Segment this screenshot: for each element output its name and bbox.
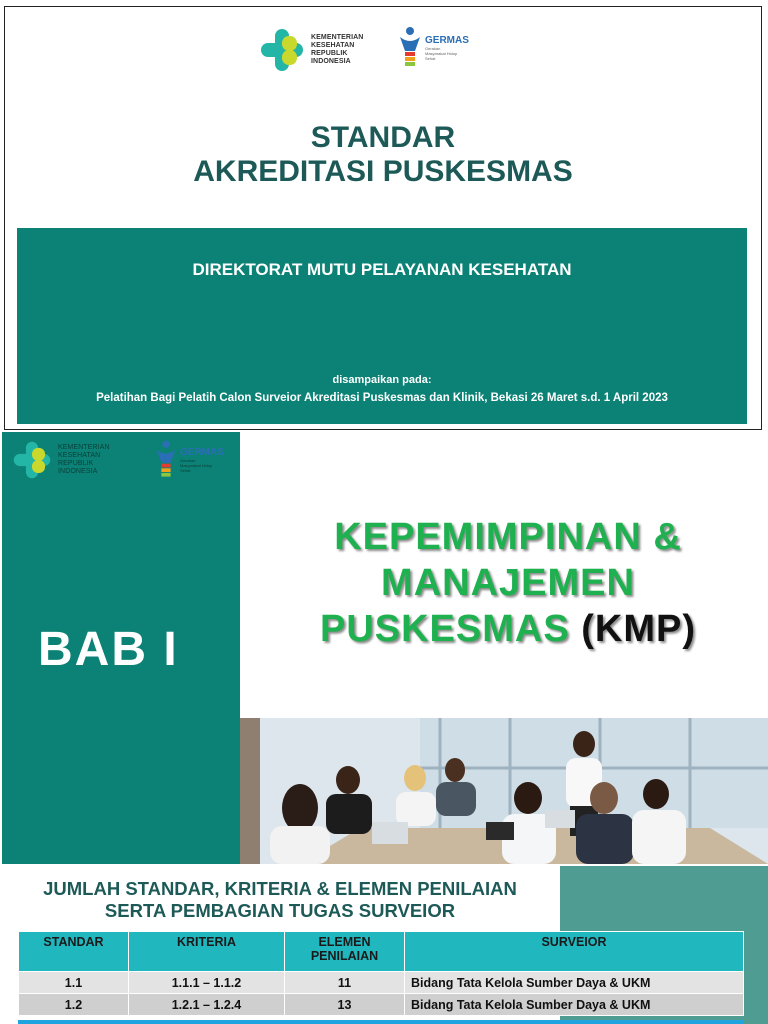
chapter-title-line-1: KEPEMIMPINAN & (334, 516, 682, 558)
summary-title (0, 878, 560, 922)
cell-elemen: 11 (285, 972, 405, 994)
directorate-banner (17, 228, 747, 424)
table-bottom-rule (18, 1020, 744, 1024)
germas-subtitle: Gerakan Masyarakat Hidup Sehat (180, 457, 213, 473)
header-elemen: ELEMEN PENILAIAN (285, 932, 405, 972)
kemenkes-logo (259, 27, 363, 73)
kemenkes-emblem-icon (259, 27, 305, 73)
header-standar: STANDAR (19, 932, 129, 972)
cell-kriteria: 1.1.1 – 1.1.2 (129, 972, 285, 994)
meeting-illustration (240, 718, 768, 864)
summary-title-line-1: JUMLAH STANDAR, KRITERIA & ELEMEN PENILAIAN (43, 878, 517, 899)
summary-title-line-2: SERTA PEMBAGIAN TUGAS SURVEIOR (104, 900, 456, 921)
header-kriteria: KRITERIA (129, 932, 285, 972)
germas-word: GERMAS (180, 446, 224, 458)
germas-logo (154, 438, 224, 482)
cell-kriteria: 1.2.1 – 1.2.4 (129, 994, 285, 1016)
germas-word: GERMAS (425, 34, 469, 46)
cell-surveior: Bidang Tata Kelola Sumber Daya & UKM (405, 972, 744, 994)
cell-surveior: Bidang Tata Kelola Sumber Daya & UKM (405, 994, 744, 1016)
chapter-slide (0, 432, 768, 864)
germas-logo (397, 25, 469, 71)
table-row (19, 994, 744, 1016)
standards-table (18, 931, 744, 1016)
kemenkes-logo (12, 440, 110, 480)
meeting-photo (240, 718, 768, 864)
chapter-title-line-2: MANAJEMEN (381, 562, 635, 604)
page-title (5, 121, 761, 189)
kemenkes-logo-text: KEMENTERIAN KESEHATAN REPUBLIK INDONESIA (58, 444, 110, 475)
kemenkes-emblem-icon (12, 440, 52, 480)
cell-standar: 1.2 (19, 994, 129, 1016)
chapter-title (248, 514, 768, 652)
event-description: Pelatihan Bagi Pelatih Calon Surveior Akreditasi Puskesmas dan Klinik, Bekasi 26 Maret s.d. 1 April 2023 (96, 392, 668, 404)
chapter-title-abbrev: (KMP) (581, 608, 697, 650)
germas-figure-icon (154, 438, 178, 482)
chapter-number: BAB I (38, 623, 179, 676)
chapter-title-green: PUSKESMAS (319, 608, 582, 650)
chapter-sidebar (2, 432, 240, 864)
table-row (19, 972, 744, 994)
cell-standar: 1.1 (19, 972, 129, 994)
title-line-2: AKREDITASI PUSKESMAS (193, 155, 573, 188)
chapter-title-line-3 (248, 606, 768, 652)
title-line-1: STANDAR (310, 121, 456, 154)
presented-label: disampaikan pada: (332, 374, 432, 386)
cell-elemen: 13 (285, 994, 405, 1016)
table-header-row (19, 932, 744, 972)
header-surveior: SURVEIOR (405, 932, 744, 972)
directorate-name: DIREKTORAT MUTU PELAYANAN KESEHATAN (192, 260, 572, 279)
summary-slide (0, 866, 768, 1024)
germas-figure-icon (397, 25, 423, 71)
title-slide (4, 6, 762, 430)
kemenkes-logo-text: KEMENTERIAN KESEHATAN REPUBLIK INDONESIA (311, 34, 364, 65)
germas-subtitle: Gerakan Masyarakat Hidup Sehat (425, 45, 458, 61)
